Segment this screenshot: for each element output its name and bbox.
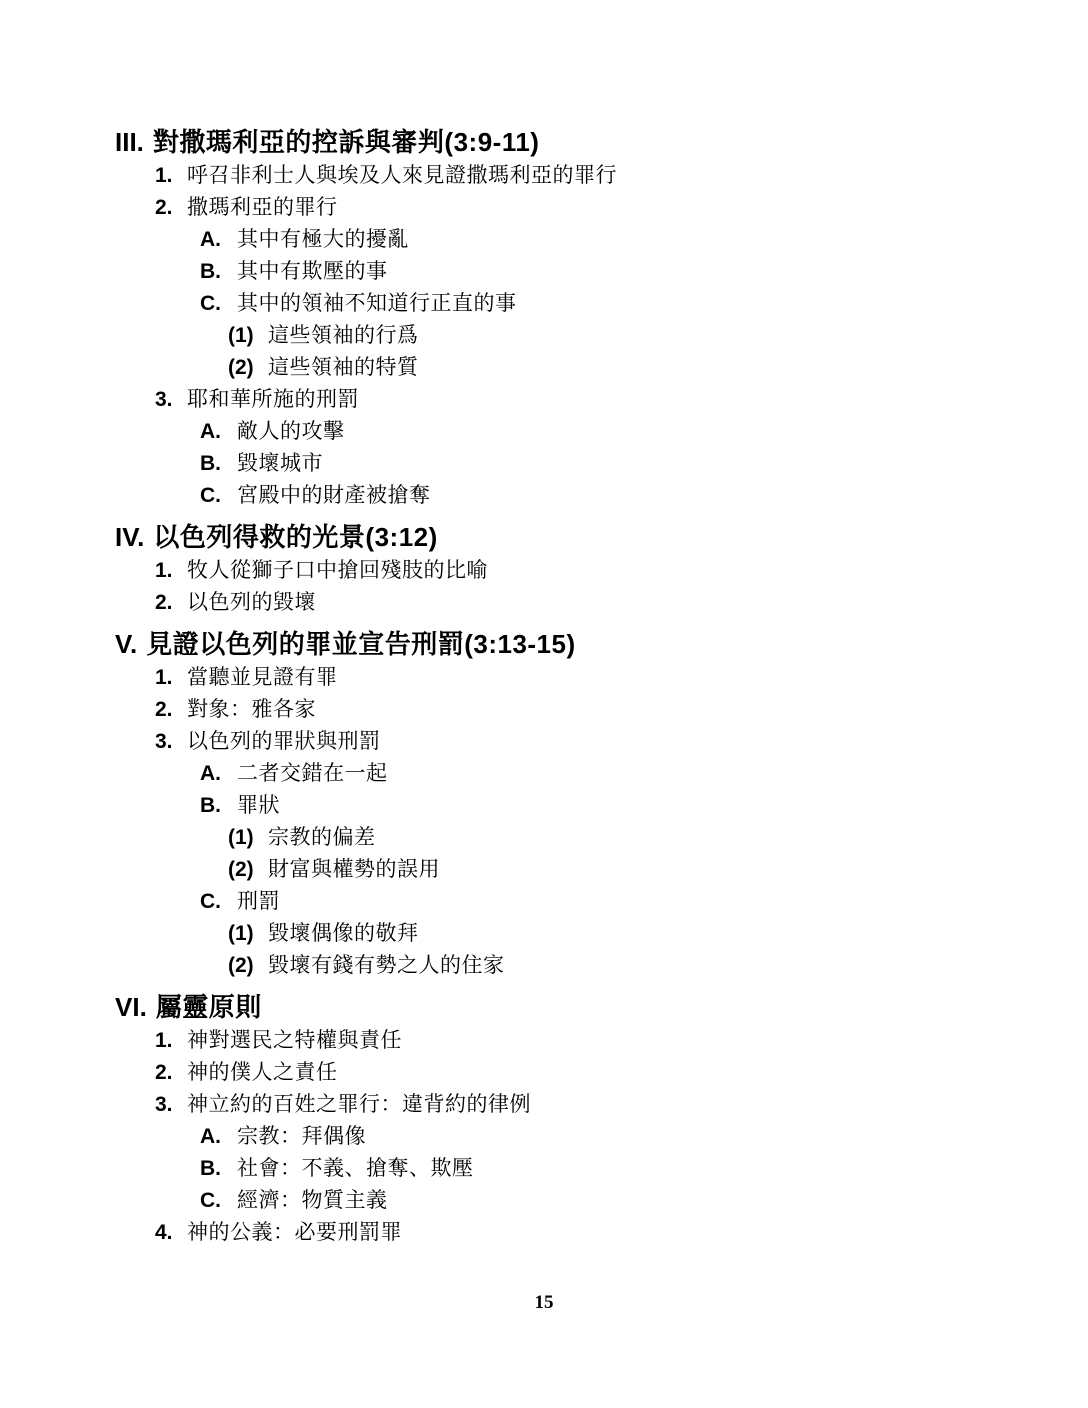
- outline-item: [155, 192, 1038, 224]
- item-text: 其中的領袖不知道行正直的事: [237, 292, 517, 315]
- item-label: C.: [200, 292, 221, 315]
- section-heading: [115, 519, 1038, 555]
- item-label: B.: [200, 452, 221, 475]
- item-label: 1.: [155, 666, 173, 689]
- item-label: 1.: [155, 1029, 173, 1052]
- item-text: 二者交錯在一起: [237, 762, 388, 785]
- item-text: 財富與權勢的誤用: [268, 858, 440, 881]
- section-heading: [115, 124, 1038, 160]
- outline-item: [200, 886, 1038, 918]
- item-label: 2.: [155, 1061, 173, 1084]
- outline-item: [155, 384, 1038, 416]
- outline-item: [155, 1057, 1038, 1089]
- item-label: B.: [200, 794, 221, 817]
- item-text: 對象：雅各家: [187, 698, 316, 721]
- item-text: 毀壞有錢有勢之人的住家: [268, 954, 505, 977]
- outline-item: [155, 160, 1038, 192]
- section-numeral: III.: [115, 127, 144, 157]
- item-label: (2): [228, 858, 254, 881]
- outline-item: [155, 662, 1038, 694]
- item-text: 呼召非利士人與埃及人來見證撒瑪利亞的罪行: [187, 164, 617, 187]
- item-text: 以色列的罪狀與刑罰: [187, 730, 381, 753]
- item-label: 3.: [155, 730, 173, 753]
- outline-item: [200, 224, 1038, 256]
- outline-item: [228, 822, 1038, 854]
- outline: [115, 124, 1038, 1249]
- item-label: 3.: [155, 1093, 173, 1116]
- section-title: 對撒瑪利亞的控訴與審判: [152, 127, 445, 157]
- section-reference: (3:12): [365, 522, 438, 552]
- item-label: 1.: [155, 164, 173, 187]
- outline-item: [200, 758, 1038, 790]
- item-text: 神的公義：必要刑罰罪: [187, 1221, 402, 1244]
- item-label: (2): [228, 356, 254, 379]
- section-title: 以色列得救的光景: [153, 522, 366, 552]
- item-text: 宗教的偏差: [268, 826, 376, 849]
- item-text: 經濟：物質主義: [237, 1189, 388, 1212]
- item-text: 當聽並見證有罪: [187, 666, 338, 689]
- item-text: 撒瑪利亞的罪行: [187, 196, 338, 219]
- outline-item: [200, 416, 1038, 448]
- item-text: 神的僕人之責任: [187, 1061, 338, 1084]
- outline-item: [228, 352, 1038, 384]
- item-label: 4.: [155, 1221, 173, 1244]
- outline-item: [228, 854, 1038, 886]
- outline-item: [200, 1121, 1038, 1153]
- outline-item: [155, 555, 1038, 587]
- section-reference: (3:13-15): [464, 629, 576, 659]
- outline-item: [228, 320, 1038, 352]
- item-label: 2.: [155, 591, 173, 614]
- item-label: A.: [200, 1125, 221, 1148]
- item-text: 毀壞偶像的敬拜: [268, 922, 419, 945]
- item-label: A.: [200, 762, 221, 785]
- outline-item: [155, 1025, 1038, 1057]
- item-label: B.: [200, 260, 221, 283]
- item-text: 宗教：拜偶像: [237, 1125, 366, 1148]
- section-numeral: IV.: [115, 522, 145, 552]
- item-text: 神對選民之特權與責任: [187, 1029, 402, 1052]
- item-label: 2.: [155, 196, 173, 219]
- item-text: 其中有欺壓的事: [237, 260, 388, 283]
- item-text: 宮殿中的財產被搶奪: [237, 484, 431, 507]
- section-title: 屬靈原則: [155, 992, 262, 1022]
- outline-item: [200, 1185, 1038, 1217]
- item-label: C.: [200, 484, 221, 507]
- item-label: C.: [200, 1189, 221, 1212]
- item-label: A.: [200, 420, 221, 443]
- outline-item: [200, 256, 1038, 288]
- item-label: (2): [228, 954, 254, 977]
- section-reference: (3:9-11): [444, 127, 540, 157]
- item-text: 這些領袖的特質: [268, 356, 419, 379]
- outline-item: [155, 726, 1038, 758]
- section-title: 見證以色列的罪並宣告刑罰: [146, 629, 465, 659]
- item-text: 罪狀: [237, 794, 280, 817]
- outline-item: [200, 448, 1038, 480]
- outline-item: [155, 694, 1038, 726]
- outline-item: [155, 587, 1038, 619]
- section-heading: [115, 626, 1038, 662]
- item-label: B.: [200, 1157, 221, 1180]
- item-text: 耶和華所施的刑罰: [187, 388, 359, 411]
- item-text: 毀壞城市: [237, 452, 323, 475]
- outline-item: [228, 918, 1038, 950]
- outline-item: [228, 950, 1038, 982]
- item-label: A.: [200, 228, 221, 251]
- outline-item: [200, 790, 1038, 822]
- outline-item: [155, 1089, 1038, 1121]
- outline-item: [200, 480, 1038, 512]
- item-label: C.: [200, 890, 221, 913]
- item-text: 其中有極大的擾亂: [237, 228, 409, 251]
- page-footer: [0, 1292, 1088, 1314]
- item-text: 以色列的毀壞: [187, 591, 316, 614]
- item-text: 敵人的攻擊: [237, 420, 345, 443]
- section-heading: [115, 989, 1038, 1025]
- item-label: 1.: [155, 559, 173, 582]
- item-text: 社會：不義、搶奪、欺壓: [237, 1157, 474, 1180]
- item-text: 刑罰: [237, 890, 280, 913]
- outline-item: [155, 1217, 1038, 1249]
- item-text: 這些領袖的行爲: [268, 324, 419, 347]
- item-text: 神立約的百姓之罪行：違背約的律例: [187, 1093, 531, 1116]
- page-number: 15: [534, 1292, 554, 1313]
- item-label: (1): [228, 826, 254, 849]
- item-label: 3.: [155, 388, 173, 411]
- outline-item: [200, 288, 1038, 320]
- section-numeral: VI.: [115, 992, 147, 1022]
- item-text: 牧人從獅子口中搶回殘肢的比喻: [187, 559, 488, 582]
- item-label: 2.: [155, 698, 173, 721]
- item-label: (1): [228, 922, 254, 945]
- section-numeral: V.: [115, 629, 138, 659]
- outline-item: [200, 1153, 1038, 1185]
- item-label: (1): [228, 324, 254, 347]
